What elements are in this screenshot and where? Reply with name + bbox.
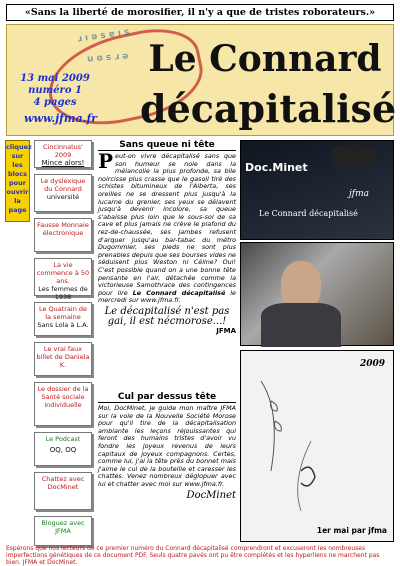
sidebar-item-vie-50-ans[interactable] [34, 258, 92, 301]
sidebar-item-label: Le Quatrain de la semaine [38, 305, 88, 321]
issue-number: numéro 1 [28, 85, 82, 96]
article-body [98, 149, 236, 305]
article-sans-queue[interactable] [98, 140, 236, 390]
scribble-decoration: ɹ ı ǝ s ɐ ı s [76, 27, 131, 45]
sidebar-item-quatrain[interactable] [34, 302, 92, 336]
sidebar-item-faux-billet[interactable] [34, 342, 92, 376]
article-heading: Sans queue ni tête [98, 140, 236, 151]
sidebar-item-label: Les femmes de 1938 [38, 285, 88, 301]
scribble-decoration: u o s ɹ ǝ [86, 51, 129, 65]
person-body [261, 303, 341, 347]
lily-drawing [240, 350, 394, 542]
image-subtitle: Le Connard décapitalisé [259, 209, 358, 218]
lily-of-the-valley-icon [241, 351, 395, 543]
article-author: JFMA [216, 326, 236, 335]
image-title: Doc.Minet [245, 161, 308, 174]
article-heading: Cul par dessus tête [98, 392, 236, 403]
article-body: Moi, DocMinet, je guide mon maître JFMA sur la voie de la Nouvelle Société Morose pour qu'il tire de la décapitalisation ambiante les leçons réjouissantes qui feront des humains tristes d'avoir vu fondre les joyeux revenus de leurs capitaux de joyeux compagnons. Certes, comme lui, j'ai la tête près du bonnet mais j'aime le cul de la bouteille et caresser les chattes. Venez nombreux déglopuer avec lui et chatter avec moi sur www.jfma.fr. [98, 404, 236, 488]
footer-note: Espérons que nos lecteurs de ce premier numéro du Connard décapitalisé comprendront et excuseront les nombreuses imperfections génétiques de ce document PDF. Seuls quatre pavés ont pu être complétés et les hyperliens ne marchent pas bien. JFMA et DocMinet. [6, 545, 380, 566]
sidebar-item-label: Cincinnatus' 2009 [43, 143, 83, 159]
sidebar-item-label: La vie commence à 50 ans. [36, 261, 90, 285]
sidebar-item-label: Le dossier de la Santé sociale individuelle [37, 385, 89, 409]
sidebar-item-label: Le Podcast [45, 435, 81, 443]
sidebar-item-cincinnatus[interactable] [34, 140, 92, 168]
click-hint-box: cliquez sur les blocs pour ouvrir la page [5, 140, 30, 222]
sidebar-item-label: Le dyslexique du Connard [40, 177, 86, 193]
issue-date: 13 mai 2009 [20, 73, 90, 84]
article-bold: Le Connard décapitalisé [132, 288, 226, 297]
sidebar-item-bloguez[interactable] [34, 516, 92, 546]
sidebar-item-sante[interactable] [34, 382, 92, 426]
dropcap: P [98, 149, 114, 173]
sidebar-item-label: Sans Lola à L.A. [37, 321, 89, 329]
docminet-image [240, 140, 394, 240]
sidebar-item-label: Mince alors! [41, 159, 85, 167]
sidebar-item-fausse-monnaie[interactable] [34, 218, 92, 252]
image-jfma: jfma [349, 189, 370, 199]
sidebar-item-label: université [46, 193, 80, 201]
article-text: eut-on vivre décapitalisé sans que son humeur se noie dans la mélancolie la plus profonde, sa bile noircisse plus crasse que le gasoil tiré des schistes bitumineux de l'Alberta, ses oreilles ne se dressent plus jusqu'à la lucarne du grenier, ses yeux se délavent jusqu'à devenir incolore, sa queue s'abaisse plus loin que le sous-sol de sa cave et plus jamais ne crève le plafond du rez-de-chaussée, ses jambes refusent d'arquer jusqu'au bar-tabac du métro Dugommier, ses pieds ne sont plus prenables depuis que ses bourses vides ne séduisent plus Weston ni Céline? Oui! C'est possible quand on a une bonne tête pensante en l'air, détachée comme la victorieuse Samothrace des contingences pour lire [98, 152, 236, 297]
masthead-quote: «Sans la liberté de morosifier, il n'y a que de tristes roborateurs.» [6, 4, 394, 21]
article-tail: le mercredi sur www.jfma.fr. [98, 288, 236, 305]
sidebar-item-label: Le vrai faux billet de Daniela K. [36, 345, 90, 369]
issue-info [10, 73, 100, 109]
article-cul-par-dessus[interactable] [98, 392, 236, 542]
site-link[interactable]: www.jfma.fr [24, 112, 97, 125]
sidebar-item-label: OQ, OQ [49, 446, 77, 454]
article-signature: DocMinet [186, 489, 236, 501]
sidebar-item-dyslexique[interactable] [34, 174, 92, 212]
issue-pages: 4 pages [33, 97, 77, 108]
page-title-line2: décapitalisé [140, 86, 397, 131]
sidebar-item-label: Fausse Monnaie électronique [37, 221, 89, 237]
drawing-year: 2009 [359, 359, 385, 369]
sidebar-item-chattez[interactable] [34, 472, 92, 510]
sidebar-item-podcast[interactable] [34, 432, 92, 466]
photo-author [240, 242, 394, 346]
sidebar-item-label: Chattez avec DocMinet [41, 475, 85, 491]
cat-icon [331, 145, 375, 167]
page-title-line1: Le Connard [148, 38, 382, 80]
sidebar-item-label: Bloguez avec JFMA [41, 519, 85, 535]
drawing-caption: 1er mai par jfma [316, 526, 387, 535]
article-signature: Le décapitalisé n'est pas gai, il est nécmorose...! [104, 305, 230, 327]
